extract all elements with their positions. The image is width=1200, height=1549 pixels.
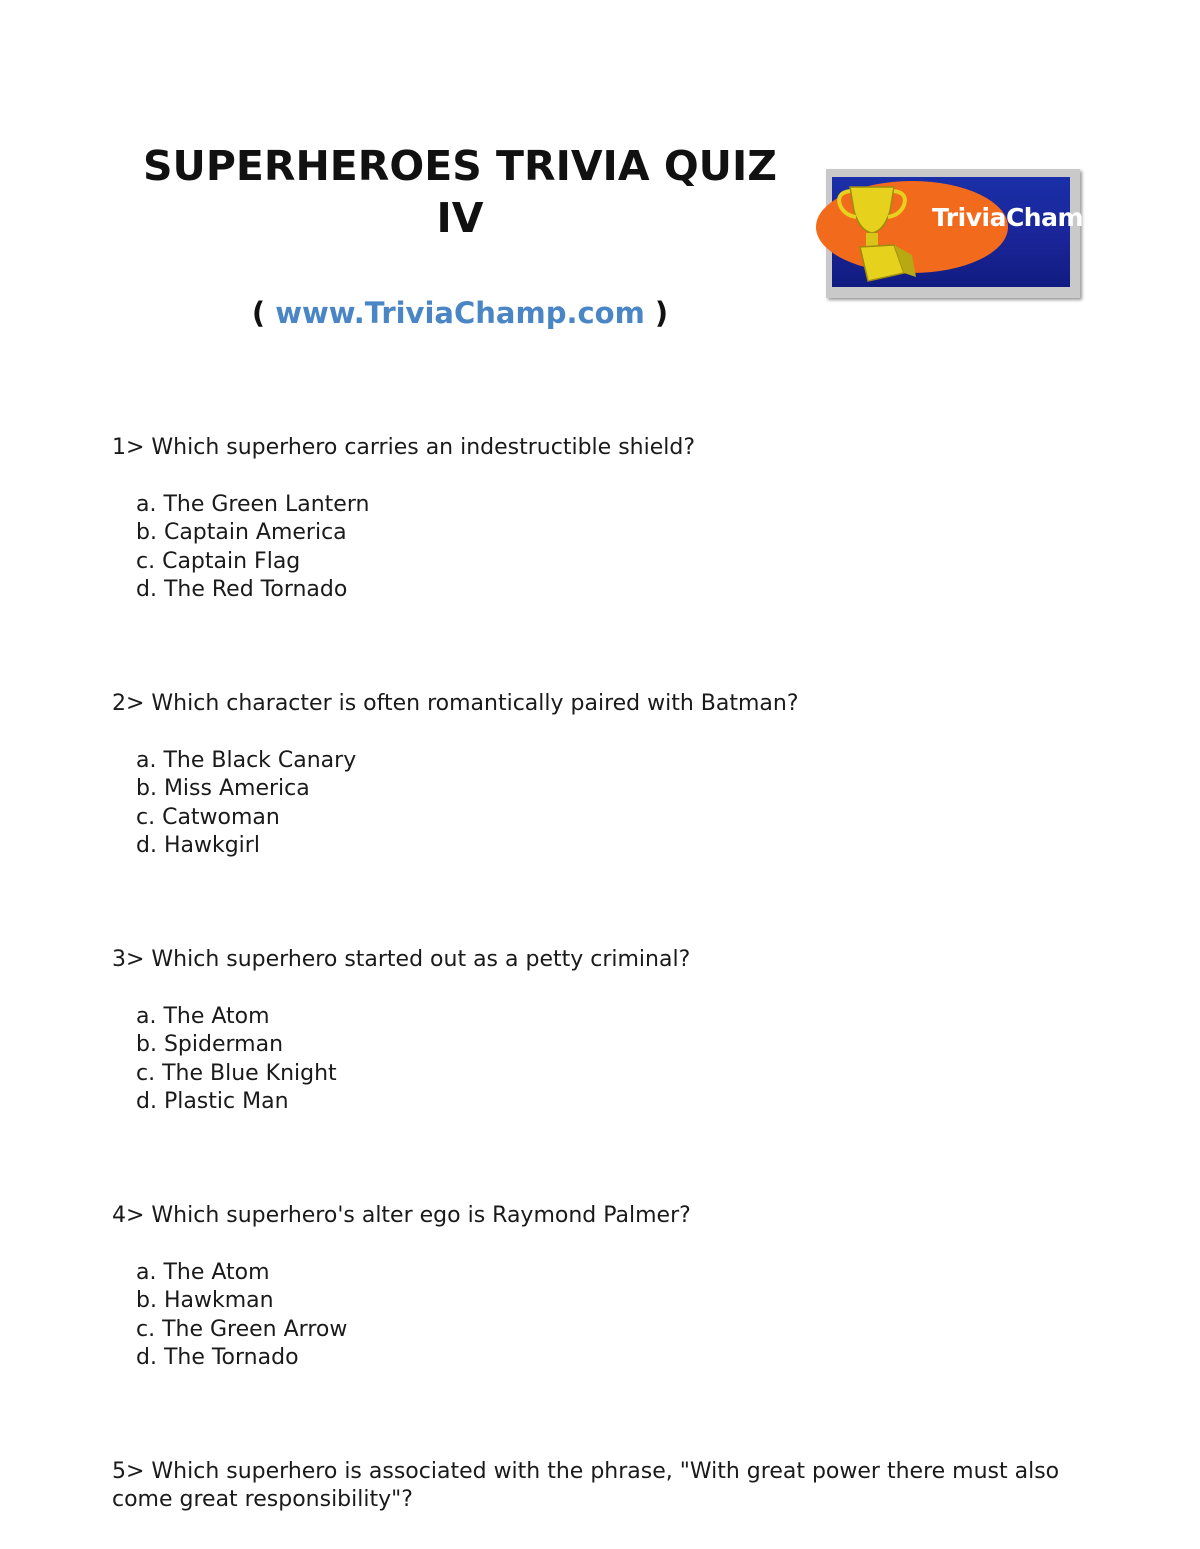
triviachamp-logo	[826, 169, 1101, 298]
site-line	[100, 296, 820, 330]
answer-option: a. The Green Lantern	[136, 491, 370, 517]
question-3	[112, 946, 1092, 1117]
question-text: 4> Which superhero's alter ego is Raymond Palmer?	[112, 1202, 691, 1228]
logo-word-trivia: Trivia	[932, 203, 1006, 232]
answer-options	[112, 491, 1092, 605]
site-open-paren: (	[251, 296, 276, 330]
logo-wordmark	[932, 203, 1100, 232]
answer-option: c. The Green Arrow	[136, 1316, 348, 1342]
answer-option: c. The Blue Knight	[136, 1060, 337, 1086]
question-1	[112, 434, 1092, 605]
logo-graphic	[832, 177, 1070, 287]
answer-option: b. Miss America	[136, 776, 310, 802]
answer-option: b. Captain America	[136, 520, 347, 546]
question-5	[112, 1458, 1092, 1515]
title-line-2: IV	[436, 194, 484, 242]
title-line-1: SUPERHEROES TRIVIA QUIZ	[143, 142, 777, 190]
logo-panel	[832, 177, 1101, 287]
question-4	[112, 1202, 1092, 1373]
site-close-paren: )	[644, 296, 669, 330]
answer-option: b. Spiderman	[136, 1032, 284, 1058]
answer-option: c. Captain Flag	[136, 548, 301, 574]
question-text: 3> Which superhero started out as a petty criminal?	[112, 946, 691, 972]
answer-option: b. Hawkman	[136, 1288, 274, 1314]
answer-option: c. Catwoman	[136, 804, 280, 830]
page-title	[100, 140, 820, 244]
site-link[interactable]: www.TriviaChamp.com	[275, 296, 645, 330]
answer-options	[112, 1003, 1092, 1117]
answer-options	[112, 747, 1092, 861]
answer-option: d. The Red Tornado	[136, 577, 348, 603]
answer-option: a. The Atom	[136, 1259, 270, 1285]
answer-options	[112, 1259, 1092, 1373]
question-2	[112, 690, 1092, 861]
logo-word-champ: Champ	[1005, 203, 1101, 232]
question-text: 5> Which superhero is associated with the phrase, "With great power there must also come great responsibility"?	[112, 1458, 1060, 1513]
question-text: 1> Which superhero carries an indestructible shield?	[112, 435, 695, 460]
answer-option: a. The Black Canary	[136, 747, 357, 773]
answer-option: d. Hawkgirl	[136, 833, 260, 859]
answer-option: a. The Atom	[136, 1003, 270, 1029]
question-list	[112, 434, 1092, 1543]
answer-option: d. The Tornado	[136, 1345, 299, 1371]
question-text: 2> Which character is often romantically paired with Batman?	[112, 690, 799, 716]
answer-option: d. Plastic Man	[136, 1089, 289, 1115]
